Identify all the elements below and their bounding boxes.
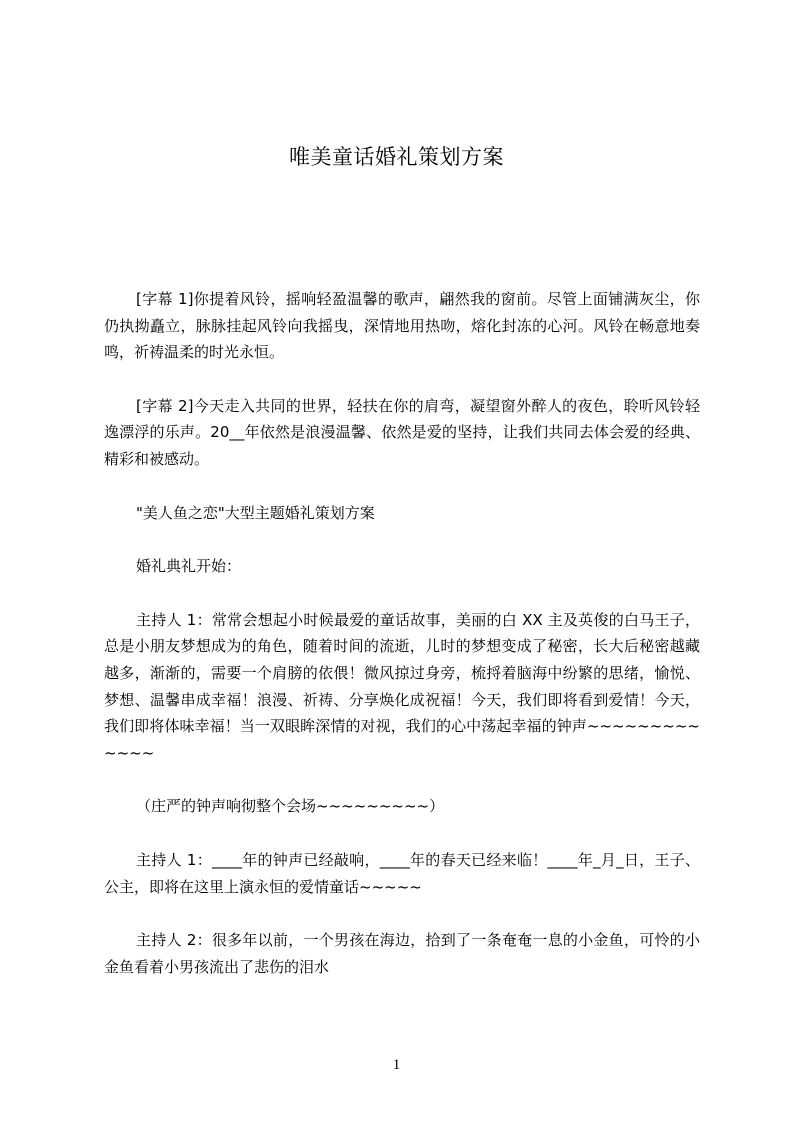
paragraph-subtitle-2: [字幕 2]今天走入共同的世界，轻扶在你的肩弯，凝望窗外醉人的夜色，聆听风铃轻逸漂浮的乐声。20__年依然是浪漫温馨、依然是爱的坚持，让我们共同去体会爱的经典、精彩和被感动。: [104, 396, 700, 468]
paragraph-subtitle-1: [字幕 1]你提着风铃，摇响轻盈温馨的歌声，翩然我的窗前。尽管上面铺满灰尘，你仍执拗矗立，脉脉挂起风铃向我摇曳，深情地用热吻，熔化封冻的心河。风铃在畅意地奏鸣，祈祷温柔的时光永恒。: [104, 290, 700, 362]
paragraph-host1-announcement: 主持人 1：____年的钟声已经敲响，____年的春天已经来临！____年_月_日，王子、公主，即将在这里上演永恒的爱情童话~~~~~: [104, 850, 700, 896]
paragraph-bell-note: （庄严的钟声响彻整个会场~~~~~~~~~）: [136, 797, 445, 816]
paragraph-host1-speech: 主持人 1：常常会想起小时候最爱的童话故事，美丽的白 XX 主及英俊的白马王子，总是小朋友梦想成为的角色，随着时间的流逝，儿时的梦想变成了秘密，长大后秘密越藏越多，渐渐的，需要一个肩膀的依偎！微风掠过身旁，梳捋着脑海中纷繁的思绪，愉悦、梦想、温馨串成幸福！浪漫、祈祷、分享焕化成祝福！今天，我们即将看到爱情！今天，我们即将体味幸福！当一双眼眸深情的对视，我们的心中荡起幸福的钟声~~~~~~~~~~~~~: [104, 610, 700, 762]
paragraph-host2-story: 主持人 2：很多年以前，一个男孩在海边，拾到了一条奄奄一息的小金鱼，可怜的小金鱼看着小男孩流出了悲伤的泪水: [104, 931, 700, 976]
paragraph-ceremony-start: 婚礼典礼开始：: [136, 557, 242, 576]
document-title: 唯美童话婚礼策划方案: [289, 145, 504, 169]
page-number: 1: [392, 1057, 401, 1073]
document-body: [104, 286, 700, 980]
paragraph-plan-heading: "美人鱼之恋"大型主题婚礼策划方案: [136, 503, 375, 522]
